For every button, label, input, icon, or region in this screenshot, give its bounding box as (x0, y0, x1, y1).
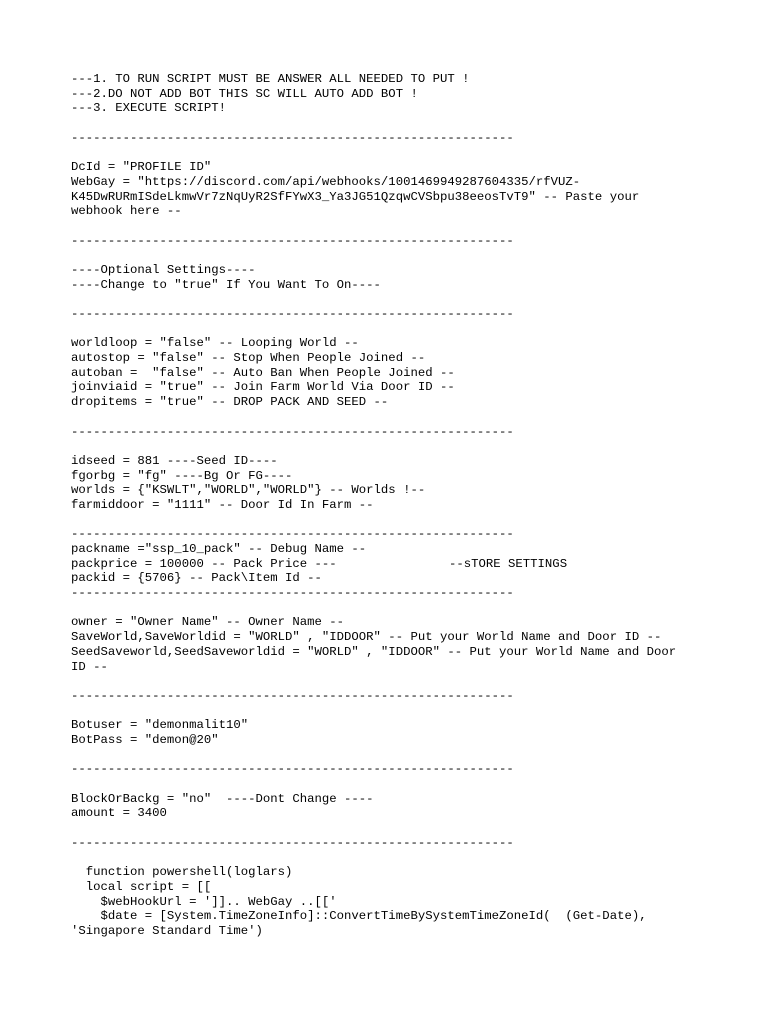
code-line-2: local script = [[ (71, 879, 212, 894)
script-document (71, 72, 711, 939)
store-block (71, 542, 711, 586)
code-line-4: $date = [System.TimeZoneInfo]::ConvertTimeBySystemTimeZoneId( (Get-Date), (71, 909, 647, 924)
amount-line: amount = 3400 (71, 806, 167, 821)
worlds-line: worlds = {"KSWLT","WORLD","WORLD"} -- Worlds !-- (71, 483, 426, 498)
farm-block (71, 454, 711, 513)
packid-line: packid = {5706} -- Pack\Item Id -- (71, 571, 322, 586)
webhook-block (71, 160, 711, 219)
owner-line: owner = "Owner Name" -- Owner Name -- (71, 615, 345, 630)
fgorbg-line: fgorbg = "fg" ----Bg Or FG---- (71, 468, 293, 483)
dropitems-line: dropitems = "true" -- DROP PACK AND SEED -- (71, 395, 389, 410)
separator-line: ------------------------------------------------------------ (71, 233, 514, 248)
seedsaveworld-line: SeedSaveworld,SeedSaveworldid = "WORLD" , "IDDOOR" -- Put your World Name and Door (71, 644, 677, 659)
optional-settings-note: ----Change to "true" If You Want To On---- (71, 277, 381, 292)
autostop-line: autostop = "false" -- Stop When People Joined -- (71, 351, 426, 366)
store-settings-label: --sTORE SETTINGS (449, 556, 568, 571)
botpass-line: BotPass = "demon@20" (71, 732, 219, 747)
optional-settings-header (71, 263, 711, 292)
packprice-line: packprice = 100000 -- Pack Price --- (71, 556, 337, 571)
separator-line: ------------------------------------------------------------ (71, 762, 514, 777)
webhook-line-2: K45DwRURmISdeLkmwVr7zNqUyR2SfFYwX3_Ya3JG51QzqwCVSbpu38eeosTvT9" -- Paste your (71, 189, 640, 204)
bot-block (71, 718, 711, 747)
blockorbackg-line: BlockOrBackg = "no" ----Dont Change ---- (71, 791, 374, 806)
separator-line: ------------------------------------------------------------ (71, 586, 514, 601)
worldloop-line: worldloop = "false" -- Looping World -- (71, 336, 359, 351)
autoban-line: autoban = "false" -- Auto Ban When People Joined -- (71, 365, 455, 380)
separator-line: ------------------------------------------------------------ (71, 688, 514, 703)
optional-settings-title: ----Optional Settings---- (71, 262, 256, 277)
separator-line: ------------------------------------------------------------ (71, 307, 514, 321)
idseed-line: idseed = 881 ----Seed ID---- (71, 453, 278, 468)
saveworld-line: SaveWorld,SaveWorldid = "WORLD" , "IDDOOR" -- Put your World Name and Door ID -- (71, 630, 662, 645)
dcid-line: DcId = "PROFILE ID" (71, 160, 212, 175)
webhook-line-1: WebGay = "https://discord.com/api/webhooks/1001469949287604335/rfVUZ- (71, 174, 581, 189)
owner-block (71, 615, 711, 674)
instruction-line-3: ---3. EXECUTE SCRIPT! (71, 101, 226, 116)
separator-line: ------------------------------------------------------------ (71, 424, 514, 439)
seedsaveworld-line-cont: ID -- (71, 659, 108, 674)
instruction-line-1: ---1. TO RUN SCRIPT MUST BE ANSWER ALL NEEDED TO PUT ! (71, 72, 470, 86)
block-settings (71, 792, 711, 821)
code-block (71, 865, 711, 938)
code-line-1: function powershell(loglars) (71, 865, 293, 880)
webhook-line-3: webhook here -- (71, 204, 182, 219)
separator-line: ------------------------------------------------------------ (71, 130, 514, 145)
joinviaid-line: joinviaid = "true" -- Join Farm World Via Door ID -- (71, 380, 455, 395)
packname-line: packname ="ssp_10_pack" -- Debug Name -- (71, 542, 367, 556)
botuser-line: Botuser = "demonmalit10" (71, 718, 249, 733)
instructions-block (71, 72, 711, 116)
code-line-5: 'Singapore Standard Time') (71, 923, 263, 938)
separator-line: ------------------------------------------------------------ (71, 527, 514, 542)
code-line-3: $webHookUrl = ']].. WebGay ..[[' (71, 894, 337, 909)
toggles-block (71, 336, 711, 409)
farmiddoor-line: farmiddoor = "1111" -- Door Id In Farm -- (71, 497, 374, 512)
instruction-line-2: ---2.DO NOT ADD BOT THIS SC WILL AUTO ADD BOT ! (71, 86, 418, 101)
separator-line: ------------------------------------------------------------ (71, 835, 514, 850)
